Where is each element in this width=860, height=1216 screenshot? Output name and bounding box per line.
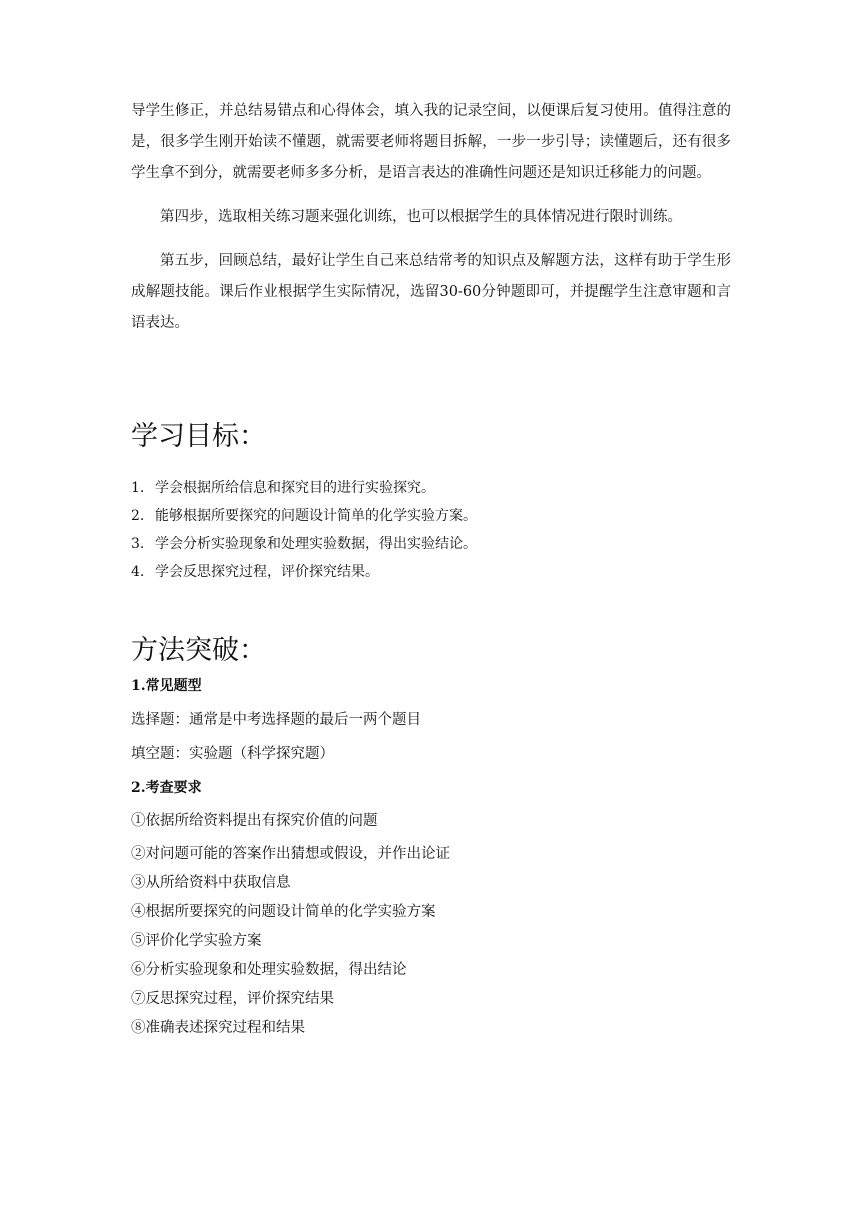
requirement-item: ①依据所给资料提出有探究价值的问题 [131, 813, 378, 829]
requirements-list [131, 807, 731, 1043]
requirement-item: ⑧准确表述探究过程和结果 [131, 1020, 305, 1036]
goal-number: 3. [131, 536, 145, 552]
learning-goals-list [131, 474, 731, 586]
document-page [131, 96, 731, 1043]
goal-text: 学会反思探究过程，评价探究结果。 [155, 564, 379, 580]
method-breakthrough-heading: 方法突破： [131, 635, 266, 666]
goal-text: 学会分析实验现象和处理实验数据，得出实验结论。 [155, 536, 477, 552]
goal-item [131, 530, 731, 558]
question-types-subheading: 1.常见题型 [131, 678, 202, 694]
learning-goals-heading: 学习目标： [131, 421, 266, 452]
goal-text: 能够根据所要探究的问题设计简单的化学实验方案。 [155, 508, 477, 524]
goal-number: 1. [131, 480, 145, 496]
intro-paragraph-2: 第四步，选取相关练习题来强化训练，也可以根据学生的具体情况进行限时训练。 [160, 209, 682, 225]
requirement-item: ⑤评价化学实验方案 [131, 933, 262, 949]
intro-paragraph-3: 第五步，回顾总结，最好让学生自己来总结常考的知识点及解题方法，这样有助于学生形成解题技能。课后作业根据学生实际情况，选留30-60分钟题即可，并提醒学生注意审题和言语表达。 [131, 253, 731, 331]
fill-question-line: 填空题：实验题（科学探究题） [131, 746, 334, 762]
requirement-item: ⑦反思探究过程，评价探究结果 [131, 991, 334, 1007]
requirement-item: ③从所给资料中获取信息 [131, 875, 291, 891]
goal-item [131, 474, 731, 502]
choice-question-line: 选择题：通常是中考选择题的最后一两个题目 [131, 712, 421, 728]
requirement-item: ④根据所要探究的问题设计简单的化学实验方案 [131, 904, 436, 920]
requirement-item: ②对问题可能的答案作出猜想或假设，并作出论证 [131, 846, 450, 862]
goal-text: 学会根据所给信息和探究目的进行实验探究。 [155, 480, 435, 496]
goal-number: 2. [131, 508, 145, 524]
requirements-subheading: 2.考查要求 [131, 780, 202, 796]
requirement-item: ⑥分析实验现象和处理实验数据，得出结论 [131, 962, 407, 978]
goal-item [131, 502, 731, 530]
goal-number: 4. [131, 564, 145, 580]
goal-item [131, 558, 731, 586]
intro-paragraph-1: 导学生修正，并总结易错点和心得体会，填入我的记录空间，以便课后复习使用。值得注意的是，很多学生刚开始读不懂题，就需要老师将题目拆解，一步一步引导；读懂题后，还有很多学生拿不到分，就需要老师多多分析，是语言表达的准确性问题还是知识迁移能力的问题。 [131, 103, 731, 181]
